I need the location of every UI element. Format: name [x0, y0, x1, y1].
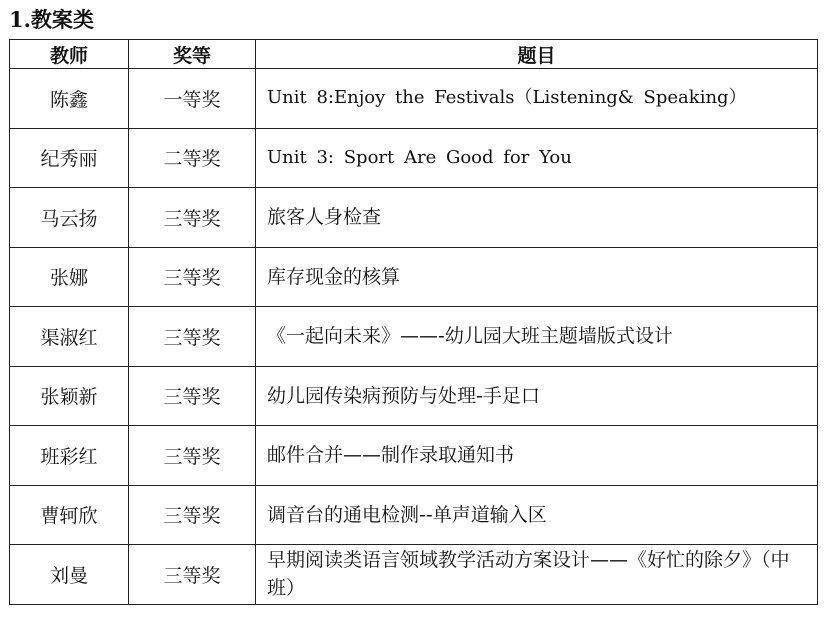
header-teacher: 教师	[10, 40, 129, 69]
award-cell: 二等奖	[129, 128, 256, 188]
teacher-cell: 马云扬	[10, 188, 129, 248]
award-cell: 三等奖	[129, 307, 256, 367]
topic-cell: 《一起向未来》——-幼儿园大班主题墙版式设计	[256, 307, 818, 367]
table-row	[10, 545, 818, 605]
table-row	[10, 247, 818, 307]
teacher-cell: 渠淑红	[10, 307, 129, 367]
award-cell: 三等奖	[129, 247, 256, 307]
teacher-cell: 张颖新	[10, 366, 129, 426]
topic-cell: 旅客人身检查	[256, 188, 818, 248]
table-row	[10, 128, 818, 188]
teacher-cell: 曹轲欣	[10, 485, 129, 545]
section-heading: 1.教案类	[9, 7, 94, 32]
award-cell: 三等奖	[129, 485, 256, 545]
topic-cell: 库存现金的核算	[256, 247, 818, 307]
teacher-cell: 班彩红	[10, 426, 129, 486]
table-row	[10, 307, 818, 367]
award-cell: 三等奖	[129, 426, 256, 486]
table-row	[10, 366, 818, 426]
topic-cell: 邮件合并——制作录取通知书	[256, 426, 818, 486]
teacher-cell: 刘曼	[10, 545, 129, 605]
award-cell: 三等奖	[129, 545, 256, 605]
topic-cell: 调音台的通电检测--单声道输入区	[256, 485, 818, 545]
teacher-cell: 张娜	[10, 247, 129, 307]
table-row	[10, 188, 818, 248]
table-row	[10, 426, 818, 486]
award-cell: 三等奖	[129, 188, 256, 248]
table-row	[10, 485, 818, 545]
header-topic: 题目	[256, 40, 818, 69]
teacher-cell: 陈鑫	[10, 69, 129, 129]
award-cell: 三等奖	[129, 366, 256, 426]
teacher-cell: 纪秀丽	[10, 128, 129, 188]
awards-table	[9, 39, 818, 605]
award-cell: 一等奖	[129, 69, 256, 129]
table-header-row	[10, 40, 818, 69]
table-row	[10, 69, 818, 129]
topic-cell: 幼儿园传染病预防与处理-手足口	[256, 366, 818, 426]
topic-cell: Unit 8:Enjoy the Festivals（Listening& Speaking）	[256, 69, 818, 129]
header-award: 奖等	[129, 40, 256, 69]
topic-cell: Unit 3: Sport Are Good for You	[256, 128, 818, 188]
topic-cell: 早期阅读类语言领域教学活动方案设计——《好忙的除夕》（中班）	[256, 545, 818, 605]
